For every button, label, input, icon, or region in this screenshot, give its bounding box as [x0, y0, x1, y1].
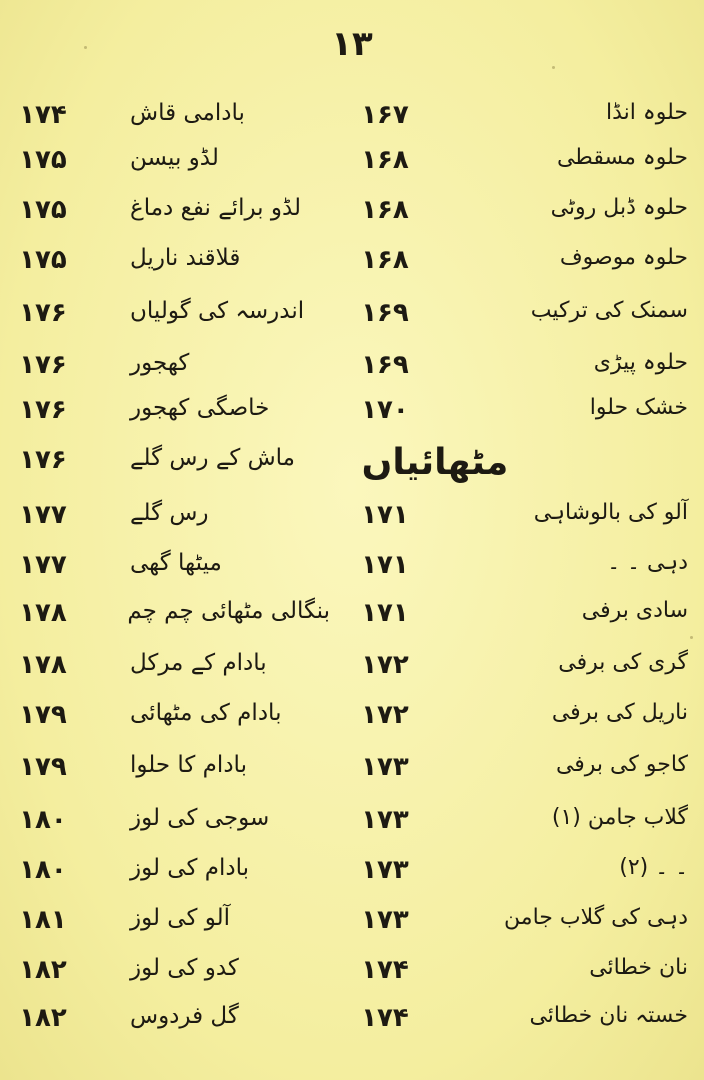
right-entry-page: ۱۷۳: [361, 855, 409, 885]
right-entry-name: حلوہ انڈا: [605, 100, 688, 125]
left-entry-page: ۱۷۵: [19, 245, 67, 275]
right-entry-page: ۱۷۰: [361, 395, 409, 425]
page-number: ۱۳: [331, 24, 373, 64]
index-row: [0, 195, 704, 245]
right-entry-name: کاجو کی برفی: [555, 752, 688, 777]
left-entry-name: لڈو بیسن: [130, 145, 219, 171]
left-entry-page: ۱۸۲: [19, 955, 67, 985]
section-heading: مٹھائیاں: [361, 442, 509, 483]
right-entry-page: ۱۶۸: [361, 145, 409, 175]
right-entry-name: دہی ۔ ۔: [607, 550, 688, 575]
right-entry-page: ۱۷۲: [361, 650, 409, 680]
left-entry-page: ۱۷۷: [19, 550, 67, 580]
right-entry-page: ۱۷۴: [361, 1003, 409, 1033]
index-row: [0, 598, 704, 648]
right-entry-name: حلوہ ڈبل روٹی: [550, 195, 688, 220]
right-entry-name: ۔ ۔ (۲): [619, 855, 688, 880]
right-entry-name: حلوہ پیڑی: [593, 350, 688, 375]
right-entry-name: سمنک کی ترکیب: [530, 298, 688, 323]
right-entry-name: خستہ نان خطائی: [529, 1003, 688, 1028]
right-entry-page: ۱۶۸: [361, 195, 409, 225]
index-row: [0, 700, 704, 750]
right-entry-name: دہی کی گلاب جامن: [504, 905, 688, 930]
right-entry-page: ۱۷۱: [361, 550, 409, 580]
index-row: [0, 1003, 704, 1053]
left-entry-name: آلو کی لوز: [130, 905, 231, 931]
right-entry-page: ۱۷۱: [361, 500, 409, 530]
left-entry-name: قلاقند ناریل: [130, 245, 241, 271]
index-row: [0, 805, 704, 855]
left-entry-name: کھجور: [130, 350, 190, 376]
left-entry-page: ۱۷۸: [19, 650, 67, 680]
right-entry-name: حلوہ مسقطی: [556, 145, 688, 170]
right-entry-page: ۱۷۳: [361, 805, 409, 835]
left-entry-name: بادام کا حلوا: [130, 752, 247, 778]
right-entry-page: ۱۷۴: [361, 955, 409, 985]
left-entry-name: لڈو برائے نفع دماغ: [130, 195, 302, 221]
left-entry-name: بنگالی مٹھائی چم چم: [127, 598, 330, 624]
left-entry-page: ۱۷۶: [19, 395, 67, 425]
left-entry-page: ۱۸۱: [19, 905, 67, 935]
paper-speck: [552, 66, 555, 69]
left-entry-page: ۱۸۰: [19, 805, 67, 835]
index-row: [0, 550, 704, 600]
paper-speck: [690, 636, 693, 639]
left-entry-name: بادام کی لوز: [130, 855, 250, 881]
left-entry-page: ۱۷۶: [19, 445, 67, 475]
index-row: [0, 905, 704, 955]
left-entry-name: بادام کے مرکل: [130, 650, 267, 676]
left-entry-name: کدو کی لوز: [130, 955, 239, 981]
left-entry-page: ۱۷۶: [19, 350, 67, 380]
left-entry-name: سوجی کی لوز: [130, 805, 270, 831]
left-entry-name: گل فردوس: [130, 1003, 239, 1029]
index-row: [0, 100, 704, 150]
index-row: [0, 350, 704, 400]
left-entry-name: اندرسہ کی گولیاں: [130, 298, 305, 324]
index-row: [0, 445, 704, 495]
right-entry-page: ۱۷۲: [361, 700, 409, 730]
index-row: [0, 500, 704, 550]
left-entry-page: ۱۸۲: [19, 1003, 67, 1033]
left-entry-name: بادامی قاش: [130, 100, 245, 126]
right-entry-name: ناریل کی برفی: [551, 700, 688, 725]
left-entry-name: بادام کی مٹھائی: [130, 700, 282, 726]
right-entry-page: ۱۶۹: [361, 350, 409, 380]
left-entry-name: میٹھا گھی: [130, 550, 222, 576]
index-row: [0, 955, 704, 1005]
right-entry-page: ۱۷۳: [361, 905, 409, 935]
left-entry-page: ۱۷۴: [19, 100, 67, 130]
left-entry-page: ۱۷۷: [19, 500, 67, 530]
right-entry-name: سادی برفی: [581, 598, 688, 623]
right-entry-name: حلوہ موصوف: [559, 245, 688, 270]
left-entry-page: ۱۷۹: [19, 752, 67, 782]
index-row: [0, 855, 704, 905]
left-entry-name: خاصگی کھجور: [130, 395, 270, 421]
left-entry-page: ۱۷۹: [19, 700, 67, 730]
index-row: [0, 145, 704, 195]
left-entry-name: ماش کے رس گلے: [130, 445, 295, 471]
left-entry-name: رس گلے: [130, 500, 209, 526]
right-entry-page: ۱۶۸: [361, 245, 409, 275]
index-row: [0, 298, 704, 348]
right-entry-name: خشک حلوا: [589, 395, 688, 420]
right-entry-page: ۱۶۷: [361, 100, 409, 130]
right-entry-name: گری کی برفی: [558, 650, 688, 675]
right-entry-name: آلو کی بالوشاہی: [533, 500, 688, 525]
left-entry-page: ۱۷۵: [19, 145, 67, 175]
right-entry-page: ۱۷۱: [361, 598, 409, 628]
left-entry-page: ۱۷۵: [19, 195, 67, 225]
index-row: [0, 395, 704, 445]
right-entry-page: ۱۷۳: [361, 752, 409, 782]
index-row: [0, 245, 704, 295]
right-entry-name: گلاب جامن (۱): [551, 805, 688, 830]
left-entry-page: ۱۸۰: [19, 855, 67, 885]
index-row: [0, 650, 704, 700]
index-row: [0, 752, 704, 802]
left-entry-page: ۱۷۶: [19, 298, 67, 328]
right-entry-name: نان خطائی: [589, 955, 688, 980]
paper-speck: [84, 46, 87, 49]
left-entry-page: ۱۷۸: [19, 598, 67, 628]
right-entry-page: ۱۶۹: [361, 298, 409, 328]
